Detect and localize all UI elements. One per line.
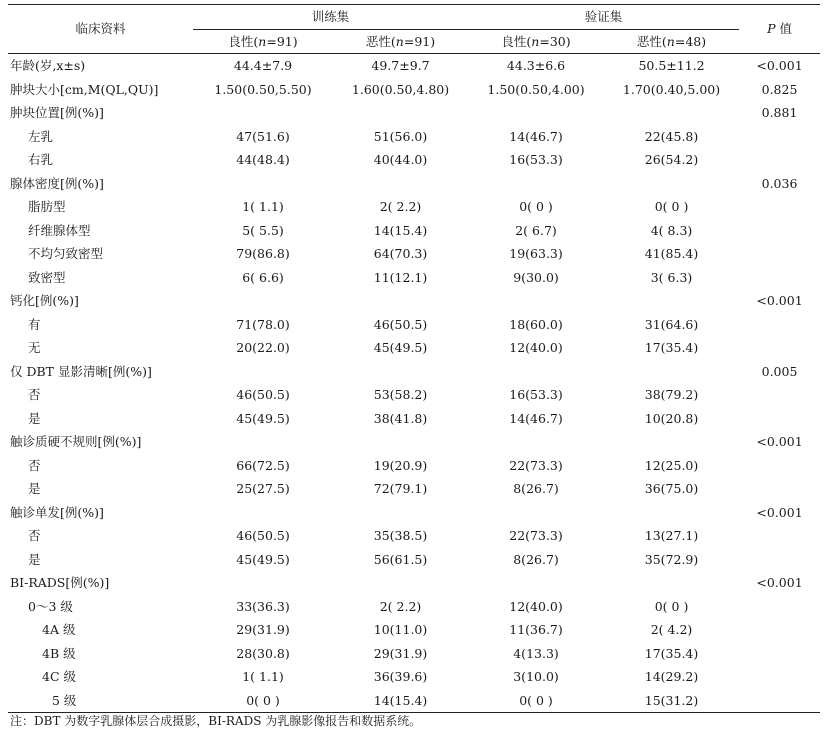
value-cell	[333, 101, 468, 125]
value-cell	[193, 172, 333, 196]
value-cell: 14(29.2)	[644, 669, 699, 684]
row-label: 无	[28, 340, 41, 355]
table-row	[8, 125, 820, 149]
value-cell: 0( 0 )	[519, 199, 553, 214]
value-cell: 12(40.0)	[509, 598, 563, 614]
p-value-cell: <0.001	[756, 504, 803, 520]
value-cell: 22(73.3)	[509, 457, 563, 473]
header-training-set	[193, 5, 468, 30]
value-cell: 0( 0 )	[193, 689, 333, 713]
value-cell: 72(79.1)	[373, 481, 428, 496]
value-cell: 5( 5.5)	[242, 222, 284, 238]
value-cell: 66(72.5)	[236, 457, 290, 473]
row-label: 0～3 级	[28, 598, 73, 614]
value-cell: 31(64.6)	[644, 316, 699, 332]
header-validation-set	[468, 5, 739, 30]
value-cell	[604, 501, 739, 525]
table-row	[8, 289, 820, 313]
value-cell: 1( 1.1)	[242, 199, 284, 214]
row-label: 右乳	[28, 152, 54, 167]
value-cell: 47(51.6)	[236, 128, 290, 144]
value-cell	[604, 430, 739, 454]
value-cell	[333, 289, 468, 313]
table-row	[8, 595, 820, 619]
value-cell: 17(35.4)	[644, 645, 699, 661]
value-cell: 14(15.4)	[333, 689, 468, 713]
p-value-cell	[739, 195, 820, 219]
value-cell: 14(46.7)	[509, 410, 563, 426]
row-label: 触诊单发[例(%)]	[10, 504, 104, 520]
row-label: 4C 级	[42, 669, 76, 684]
value-cell: 2( 2.2)	[379, 199, 422, 214]
value-cell: 36(39.6)	[373, 669, 428, 684]
value-cell: 2( 6.7)	[515, 222, 557, 238]
value-cell: 35(72.9)	[644, 551, 699, 567]
value-cell: 16(53.3)	[509, 387, 563, 402]
row-label: 年龄(岁,x±s)	[10, 58, 86, 73]
value-cell	[333, 501, 468, 525]
table-row	[8, 548, 820, 572]
value-cell: 8(26.7)	[513, 481, 559, 496]
value-cell: 46(50.5)	[236, 528, 290, 543]
row-label: 触诊质硬不规则[例(%)]	[10, 434, 142, 449]
p-value-cell	[739, 242, 820, 266]
value-cell: 38(79.2)	[644, 387, 699, 402]
header-training-set-label: 训练集	[311, 9, 350, 24]
table-row	[8, 477, 820, 501]
clinical-data-table-container	[8, 4, 820, 713]
value-cell: 49.7±9.7	[371, 58, 430, 73]
value-cell: 1.50(0.50,4.00)	[487, 81, 585, 97]
p-value-cell	[739, 266, 820, 290]
row-label: 否	[28, 387, 41, 402]
table-row	[8, 148, 820, 172]
p-value-cell	[739, 548, 820, 572]
value-cell: 41(85.4)	[644, 246, 699, 261]
table-row	[8, 430, 820, 454]
p-value-cell	[739, 642, 820, 666]
value-cell: 44(48.4)	[236, 152, 290, 167]
p-value-cell	[739, 407, 820, 431]
p-value-cell: 0.825	[761, 81, 798, 97]
row-label: 钙化[例(%)]	[10, 293, 79, 308]
value-cell: 64(70.3)	[373, 246, 428, 261]
value-cell: 79(86.8)	[236, 246, 290, 261]
row-label: 不均匀致密型	[28, 246, 104, 261]
p-value-cell: 0.881	[761, 105, 798, 120]
value-cell	[468, 571, 604, 595]
value-cell	[604, 360, 739, 384]
p-value-cell	[739, 618, 820, 642]
row-label: 是	[28, 481, 41, 496]
value-cell: 0( 0 )	[654, 598, 689, 614]
row-label: 是	[28, 551, 41, 567]
value-cell	[604, 172, 739, 196]
value-cell: 28(30.8)	[236, 645, 290, 661]
table-row	[8, 618, 820, 642]
value-cell: 22(45.8)	[644, 128, 699, 144]
value-cell	[468, 430, 604, 454]
table-row	[8, 336, 820, 360]
table-row	[8, 360, 820, 384]
header-valid-malignant: 恶性(n=48)	[604, 29, 739, 54]
row-label: 左乳	[28, 128, 54, 144]
value-cell: 18(60.0)	[509, 316, 563, 332]
table-row	[8, 313, 820, 337]
header-valid-benign: 良性(n=30)	[468, 29, 604, 54]
p-value-cell: 0.005	[761, 363, 798, 379]
p-value-cell	[739, 125, 820, 149]
value-cell	[468, 501, 604, 525]
value-cell: 12(40.0)	[509, 340, 563, 355]
p-value-cell	[739, 524, 820, 548]
table-row	[8, 454, 820, 478]
p-value-cell	[739, 454, 820, 478]
table-row	[8, 407, 820, 431]
value-cell: 6( 6.6)	[242, 269, 284, 285]
value-cell: 13(27.1)	[644, 528, 699, 543]
row-label: 是	[28, 410, 41, 426]
value-cell: 1.70(0.40,5.00)	[622, 81, 721, 97]
value-cell: 3(10.0)	[513, 669, 559, 684]
value-cell	[193, 501, 333, 525]
value-cell: 8(26.7)	[513, 551, 559, 567]
value-cell	[468, 289, 604, 313]
p-value-cell: <0.001	[756, 575, 803, 590]
p-value-cell	[739, 665, 820, 689]
value-cell: 29(31.9)	[373, 645, 428, 661]
value-cell: 11(12.1)	[373, 269, 428, 285]
value-cell: 1( 1.1)	[242, 669, 284, 684]
value-cell	[193, 289, 333, 313]
table-row	[8, 54, 820, 78]
value-cell: 11(36.7)	[509, 622, 563, 637]
table-row	[8, 571, 820, 595]
value-cell: 15(31.2)	[604, 689, 739, 713]
row-label: 肿块大小[cm,M(QL,QU)]	[10, 81, 159, 97]
value-cell: 56(61.5)	[373, 551, 428, 567]
value-cell: 0( 0 )	[468, 689, 604, 713]
value-cell: 14(15.4)	[373, 222, 428, 238]
value-cell: 19(63.3)	[509, 246, 563, 261]
p-value-cell: <0.001	[756, 58, 803, 73]
row-label: 5 级	[8, 689, 193, 713]
table-row	[8, 219, 820, 243]
value-cell: 29(31.9)	[236, 622, 290, 637]
p-value-cell: 0.036	[761, 175, 798, 191]
row-label: 致密型	[28, 269, 66, 285]
row-label: BI-RADS[例(%)]	[10, 575, 110, 590]
value-cell: 46(50.5)	[373, 316, 428, 332]
table-row	[8, 101, 820, 125]
value-cell: 4( 8.3)	[650, 222, 693, 238]
value-cell: 1.60(0.50,4.80)	[351, 81, 450, 97]
table-row	[8, 501, 820, 525]
value-cell: 2( 4.2)	[650, 622, 693, 637]
header-train-malignant: 恶性(n=91)	[333, 29, 468, 54]
value-cell	[333, 172, 468, 196]
value-cell: 46(50.5)	[236, 387, 290, 402]
p-value-cell	[739, 313, 820, 337]
value-cell: 17(35.4)	[644, 340, 699, 355]
value-cell: 10(20.8)	[644, 410, 699, 426]
p-value-cell	[739, 148, 820, 172]
value-cell: 22(73.3)	[509, 528, 563, 543]
value-cell	[604, 289, 739, 313]
row-label: 否	[28, 457, 41, 473]
value-cell	[193, 430, 333, 454]
value-cell: 50.5±11.2	[638, 58, 705, 73]
header-validation-set-label: 验证集	[584, 9, 623, 24]
value-cell: 40(44.0)	[373, 152, 428, 167]
row-label: 腺体密度[例(%)]	[10, 175, 104, 191]
value-cell: 20(22.0)	[236, 340, 290, 355]
value-cell: 33(36.3)	[236, 598, 290, 614]
value-cell	[468, 360, 604, 384]
table-row	[8, 172, 820, 196]
header-clinical-data: 临床资料	[8, 5, 193, 54]
value-cell: 45(49.5)	[236, 410, 290, 426]
value-cell	[333, 571, 468, 595]
value-cell	[193, 571, 333, 595]
table-row	[8, 689, 820, 713]
value-cell: 71(78.0)	[236, 316, 290, 332]
row-label: 纤维腺体型	[28, 222, 91, 238]
value-cell: 45(49.5)	[373, 340, 428, 355]
table-footnote: 注：DBT 为数字乳腺体层合成摄影，BI-RADS 为乳腺影像报告和数据系统。	[10, 714, 422, 728]
value-cell: 44.4±7.9	[233, 58, 293, 73]
value-cell: 4(13.3)	[513, 645, 559, 661]
value-cell: 3( 6.3)	[650, 269, 693, 285]
p-value-cell	[739, 477, 820, 501]
value-cell: 19(20.9)	[373, 457, 428, 473]
value-cell: 44.3±6.6	[506, 58, 566, 73]
table-body	[8, 54, 820, 713]
value-cell: 16(53.3)	[509, 152, 563, 167]
clinical-data-table	[8, 4, 820, 713]
value-cell: 12(25.0)	[644, 457, 699, 473]
value-cell	[333, 430, 468, 454]
value-cell: 36(75.0)	[644, 481, 699, 496]
value-cell: 9(30.0)	[513, 269, 559, 285]
value-cell: 53(58.2)	[373, 387, 428, 402]
p-value-cell: <0.001	[756, 434, 803, 449]
table-row	[8, 195, 820, 219]
value-cell: 26(54.2)	[644, 152, 699, 167]
header-p-value: P 值	[739, 5, 820, 54]
row-label: 4A 级	[42, 622, 76, 637]
table-row	[8, 242, 820, 266]
p-value-cell	[739, 383, 820, 407]
value-cell	[193, 360, 333, 384]
value-cell	[604, 571, 739, 595]
table-row	[8, 266, 820, 290]
value-cell: 10(11.0)	[373, 622, 428, 637]
value-cell: 14(46.7)	[509, 128, 563, 144]
table-row	[8, 383, 820, 407]
table-row	[8, 665, 820, 689]
row-label: 肿块位置[例(%)]	[10, 105, 104, 120]
value-cell: 2( 2.2)	[379, 598, 422, 614]
p-value-cell	[739, 595, 820, 619]
header-train-benign: 良性(n=91)	[193, 29, 333, 54]
value-cell	[468, 101, 604, 125]
row-label: 有	[28, 316, 41, 332]
value-cell: 38(41.8)	[373, 410, 428, 426]
p-value-cell: <0.001	[756, 293, 803, 308]
p-value-cell	[739, 689, 820, 713]
value-cell: 35(38.5)	[373, 528, 428, 543]
value-cell: 1.50(0.50,5.50)	[214, 81, 312, 97]
value-cell	[604, 101, 739, 125]
table-row	[8, 642, 820, 666]
value-cell: 51(56.0)	[373, 128, 428, 144]
table-row	[8, 524, 820, 548]
value-cell: 45(49.5)	[236, 551, 290, 567]
row-label: 仅 DBT 显影清晰[例(%)]	[10, 363, 152, 379]
table-row	[8, 78, 820, 102]
row-label: 脂肪型	[28, 199, 66, 214]
value-cell	[468, 172, 604, 196]
p-value-cell	[739, 336, 820, 360]
value-cell	[333, 360, 468, 384]
row-label: 否	[28, 528, 41, 543]
value-cell: 25(27.5)	[236, 481, 290, 496]
row-label: 4B 级	[42, 645, 76, 661]
value-cell	[193, 101, 333, 125]
value-cell: 0( 0 )	[654, 199, 689, 214]
p-value-cell	[739, 219, 820, 243]
